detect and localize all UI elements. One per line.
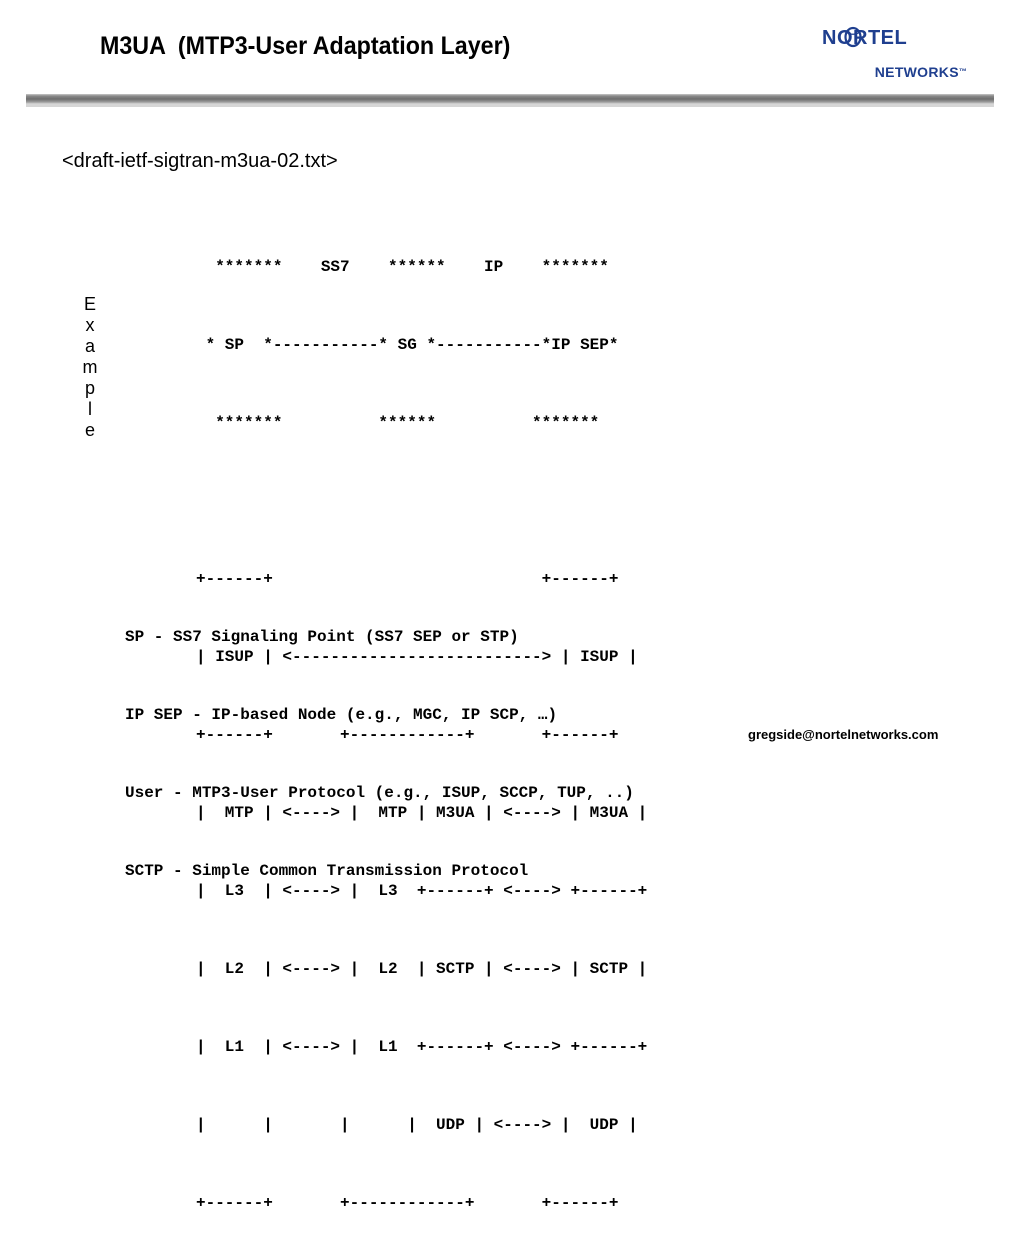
side-label-example [82,294,98,441]
diagram-line-node-bottoms: ******* ****** ******* [196,414,600,432]
diagram-line-spacer [196,488,647,514]
abbreviation-legend [125,572,634,910]
diagram-line-stack-top: +------+ +------+ [196,570,619,588]
logo-wordmark-top: NORTEL [822,27,908,49]
diagram-line-l3: | L3 | <----> | L3 +------+ <----> +------+ [196,882,648,900]
nortel-networks-logo [822,27,972,80]
diagram-line-node-labels: * SP *-----------* SG *-----------*IP SEP* [196,336,619,354]
draft-reference: <draft-ietf-sigtran-m3ua-02.txt> [62,150,338,172]
footer-email: gregside@nortelnetworks.com [748,727,939,742]
side-label-letter: x [85,315,95,335]
diagram-line-node-tops: ******* SS7 ****** IP ******* [196,258,609,276]
diagram-line-mtp-m3ua: | MTP | <----> | MTP | M3UA | <----> | M3UA | [196,804,648,822]
diagram-line-l1: | L1 | <----> | L1 +------+ <----> +------+ [196,1038,648,1056]
diagram-line-udp: | | | | UDP | <----> | UDP | [196,1116,638,1134]
diagram-line-l2-sctp: | L2 | <----> | L2 | SCTP | <----> | SCTP | [196,960,648,978]
logo-wordmark-bottom [858,48,967,96]
legend-item-sctp: SCTP - Simple Common Transmission Protocol [125,862,529,880]
title-divider [26,94,994,104]
diagram-line-isup-border: +------+ +------------+ +------+ [196,726,619,744]
side-label-letter: p [84,378,95,398]
legend-item-sp: SP - SS7 Signaling Point (SS7 SEP or STP) [125,628,519,646]
side-label-letter: l [88,399,92,419]
legend-item-user: User - MTP3-User Protocol (e.g., ISUP, SCCP, TUP, ..) [125,784,634,802]
side-label-letter: a [84,336,95,356]
side-label-letter: m [82,357,98,377]
title-divider-shadow [26,104,994,107]
side-label-letter: E [83,294,96,314]
diagram-line-stack-bottom: +------+ +------------+ +------+ [196,1194,619,1212]
diagram-line-isup: | ISUP | <--------------------------> | ISUP | [196,648,638,666]
logo-networks-text: NETWORKS [874,64,959,80]
slide-title: M3UA (MTP3-User Adaptation Layer) [100,32,511,60]
globe-icon [844,26,862,48]
trademark-symbol: ™ [958,67,968,76]
legend-item-ip-sep: IP SEP - IP-based Node (e.g., MGC, IP SCP, …) [125,706,558,724]
side-label-letter: e [84,420,95,440]
